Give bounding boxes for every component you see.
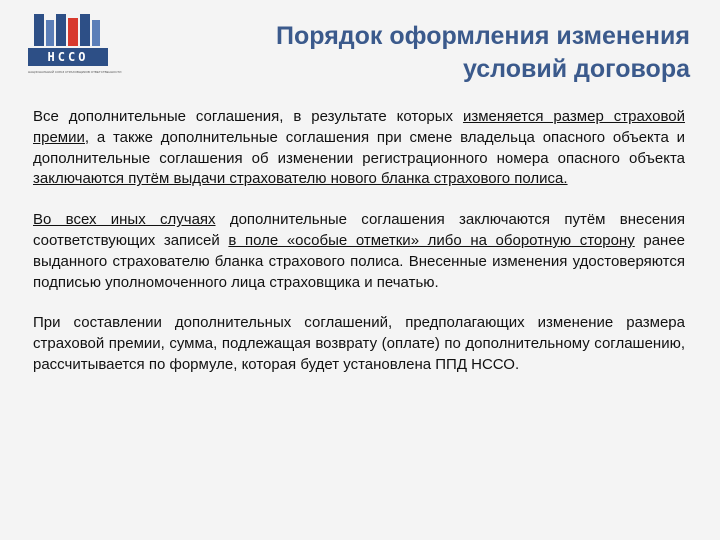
- p1-underlined-2: заключаются путём выдачи страхователю нового бланка страхового полиса.: [33, 170, 568, 188]
- p1-text-1: Все дополнительные соглашения, в результате которых: [33, 108, 463, 125]
- p2-underlined-2: в поле «особые отметки» либо на оборотную сторону: [228, 231, 635, 249]
- logo: [28, 14, 122, 78]
- p1-underlined-1: изменяется размер страховой премии,: [33, 108, 685, 146]
- p1-text-2: а также дополнительные соглашения при смене владельца опасного объекта и дополнительные соглашения об изменении регистрационного номера опасного объекта: [33, 128, 685, 167]
- logo-caption: НАЦИОНАЛЬНЫЙ СОЮЗ СТРАХОВЩИКОВ ОТВЕТСТВЕННОСТИ: [28, 70, 122, 74]
- content: [33, 107, 685, 396]
- paragraph-2: [33, 210, 685, 293]
- p2-text-1: дополнительные соглашения заключаются путём внесения соответствующих записей: [33, 211, 685, 249]
- title-line-1: Порядок оформления изменения: [276, 22, 690, 50]
- logo-text: НССО: [28, 48, 108, 66]
- p2-text-2: ранее выданного страхователю бланка страхового полиса. Внесенные изменения удостоверяются подписью уполномоченного лица страховщика и печатью.: [33, 231, 685, 291]
- logo-bars-icon: [32, 14, 104, 46]
- paragraph-1: [33, 107, 685, 190]
- p2-underlined-1: Во всех иных случаях: [33, 211, 216, 229]
- page-title: [210, 20, 690, 86]
- paragraph-3: При составлении дополнительных соглашений, предполагающих изменение размера страховой премии, сумма, подлежащая возврату (оплате) по дополнительному соглашению, рассчитывается по формуле, которая будет установлена ППД НССО.: [33, 314, 685, 373]
- title-line-2: условий договора: [462, 55, 690, 83]
